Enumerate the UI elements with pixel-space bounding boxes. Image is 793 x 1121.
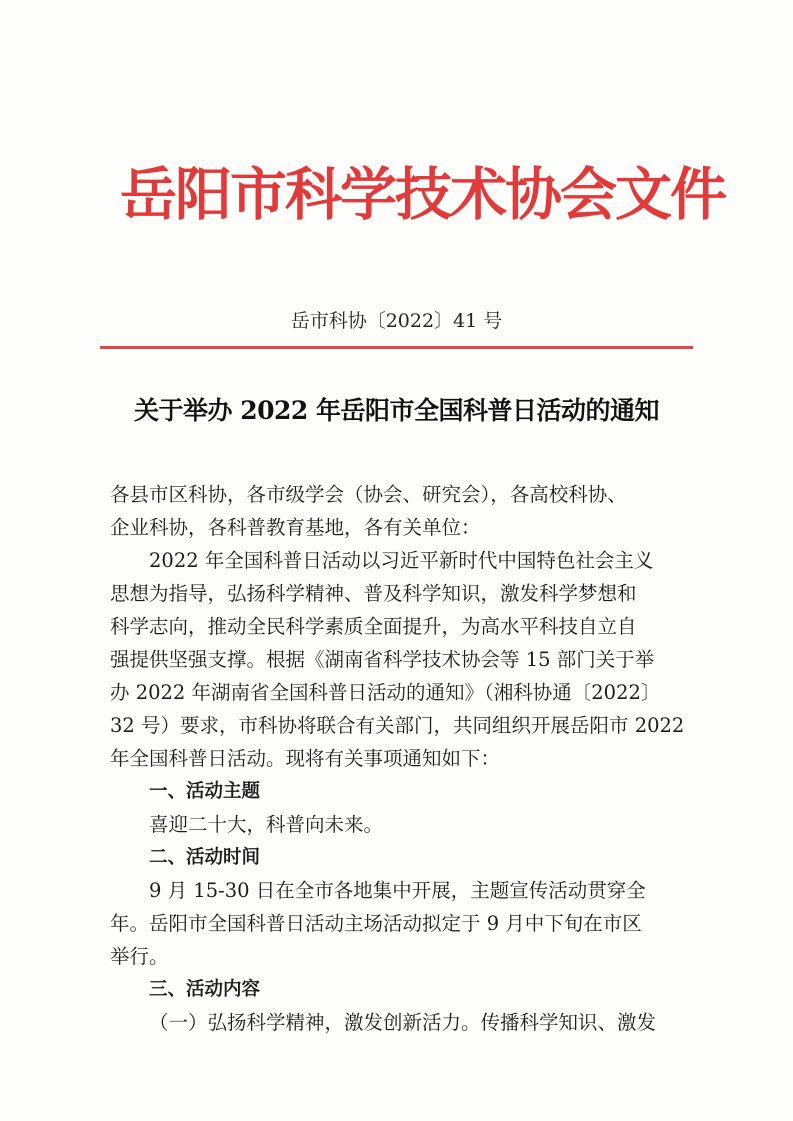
- body-paragraph-line: 办 2022 年湖南省全国科普日活动的通知》（湘科协通〔2022〕: [110, 681, 661, 704]
- body-paragraph-line: 32 号）要求，市科协将联合有关部门，共同组织开展岳阳市 2022: [110, 714, 685, 737]
- body-paragraph-line: 举行。: [110, 945, 169, 968]
- notice-title: 关于举办 2022 年岳阳市全国科普日活动的通知: [134, 396, 659, 425]
- section-heading-time: 二、活动时间: [149, 847, 261, 868]
- body-paragraph-line: 2022 年全国科普日活动以习近平新时代中国特色社会主义: [149, 549, 654, 572]
- addressee-line: 企业科协，各科普教育基地，各有关单位：: [110, 516, 481, 539]
- body-paragraph-line: 年全国科普日活动。现将有关事项通知如下：: [110, 747, 501, 770]
- body-paragraph-line: 喜迎二十大，科普向未来。: [149, 813, 384, 836]
- section-heading-content: 三、活动内容: [149, 979, 261, 1000]
- document-number: 岳市科协〔2022〕41 号: [290, 310, 503, 332]
- header-divider: [100, 346, 693, 349]
- addressee-line: 各县市区科协，各市级学会（协会、研究会），各高校科协、: [110, 483, 627, 506]
- org-header-title: 岳阳市科学技术协会文件: [120, 162, 725, 228]
- body-paragraph-line: （一）弘扬科学精神，激发创新活力。传播科学知识、激发: [149, 1011, 657, 1034]
- body-paragraph-line: 年。岳阳市全国科普日活动主场活动拟定于 9 月中下旬在市区: [110, 912, 642, 935]
- body-paragraph-line: 科学志向，推动全民科学素质全面提升，为高水平科技自立自: [110, 615, 637, 638]
- body-paragraph-line: 9 月 15-30 日在全市各地集中开展，主题宣传活动贯穿全: [149, 879, 646, 902]
- body-paragraph-line: 思想为指导，弘扬科学精神、普及科学知识，激发科学梦想和: [110, 582, 637, 605]
- section-heading-theme: 一、活动主题: [149, 781, 261, 802]
- notice-body: [110, 478, 690, 1039]
- body-paragraph-line: 强提供坚强支撑。根据《湖南省科学技术协会等 15 部门关于举: [110, 648, 655, 671]
